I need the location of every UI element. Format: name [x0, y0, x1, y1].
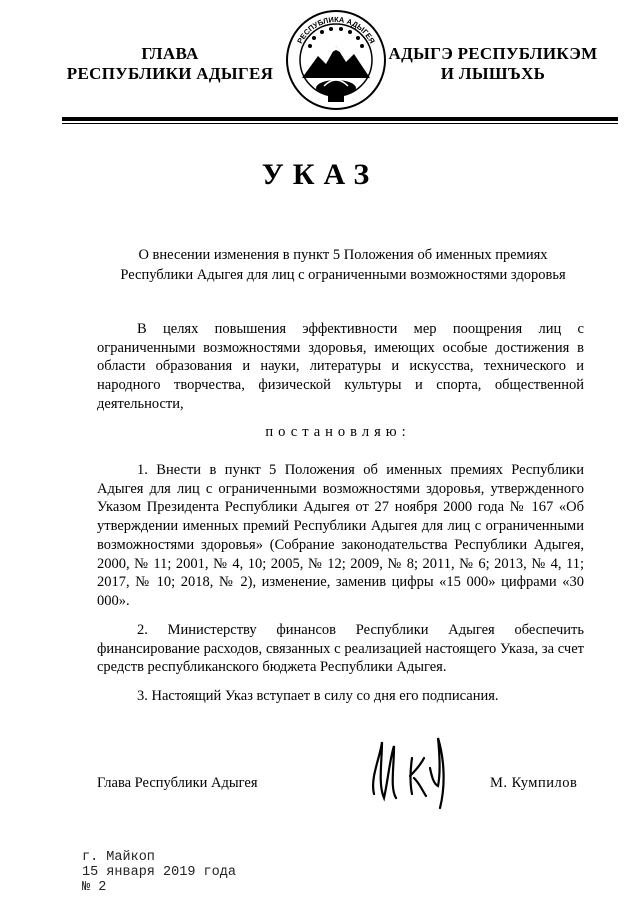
preamble-paragraph: В целях повышения эффективности мер поощрения лиц с ограниченными возможностями здоровья, имеющих особые достижения в области образования и науки, литературы и искусства, технического и народного творчества, физической культуры и спорта, общественной деятельности,: [97, 321, 584, 412]
header-rule-thick: [62, 117, 618, 121]
header-right-line1: АДЫГЭ РЕСПУБЛИКЭМ: [388, 44, 598, 63]
signatory-name: М. Кумпилов: [490, 775, 578, 791]
document-subject: [96, 245, 590, 285]
header-right: [388, 44, 598, 84]
header-right-line2: И ЛЫШЪХЬ: [440, 64, 546, 83]
document-title: УКАЗ: [261, 158, 379, 191]
footer-city: г. Майкоп: [82, 850, 155, 865]
subject-line-1: О внесении изменения в пункт 5 Положения об именных премиях: [138, 247, 548, 263]
footer-block: [82, 850, 236, 895]
footer-date: 15 января 2019 года: [82, 865, 236, 880]
item-3-paragraph: 3. Настоящий Указ вступает в силу со дня его подписания.: [137, 688, 499, 704]
header-rule-thin: [62, 123, 618, 124]
header-left-line2: РЕСПУБЛИКИ АДЫГЕЯ: [66, 64, 274, 83]
header-left-line1: ГЛАВА: [141, 44, 199, 63]
item-2-paragraph: 2. Министерству финансов Республики Адыгея обеспечить финансирование расходов, связанных с реализацией настоящего Указа, за счет средств республиканского бюджета Республики Адыгея.: [97, 622, 584, 676]
emblem-arc-text: РЕСПУБЛИКА АДЫГЕЯ: [295, 14, 377, 46]
subject-line-2: Республики Адыгея для лиц с ограниченными возможностями здоровья: [120, 267, 566, 283]
item-1-paragraph: 1. Внести в пункт 5 Положения об именных премиях Республики Адыгея для лиц с ограниченными возможностями здоровья, утвержденного Указом Президента Республики Адыгея от 27 ноября 2000 года № 167 «Об утверждении именных премий Республики Адыгея для лиц с ограниченными возможностями здоровья» (Собрание законодательства Республики Адыгея, 2000, № 11; 2001, № 4, 10; 2005, № 12; 2009, № 8; 2011, № 6; 2013, № 4, 11; 2017, № 10; 2018, № 2), изменение, заменив цифры «15 000» цифрами «30 000».: [97, 462, 584, 609]
header-left: [50, 44, 290, 84]
coat-of-arms-emblem: [284, 8, 388, 112]
decree-word: постановляю:: [265, 424, 411, 440]
signatory-position: Глава Республики Адыгея: [97, 775, 258, 791]
handwritten-signature: [360, 728, 480, 810]
footer-number: № 2: [82, 880, 107, 895]
